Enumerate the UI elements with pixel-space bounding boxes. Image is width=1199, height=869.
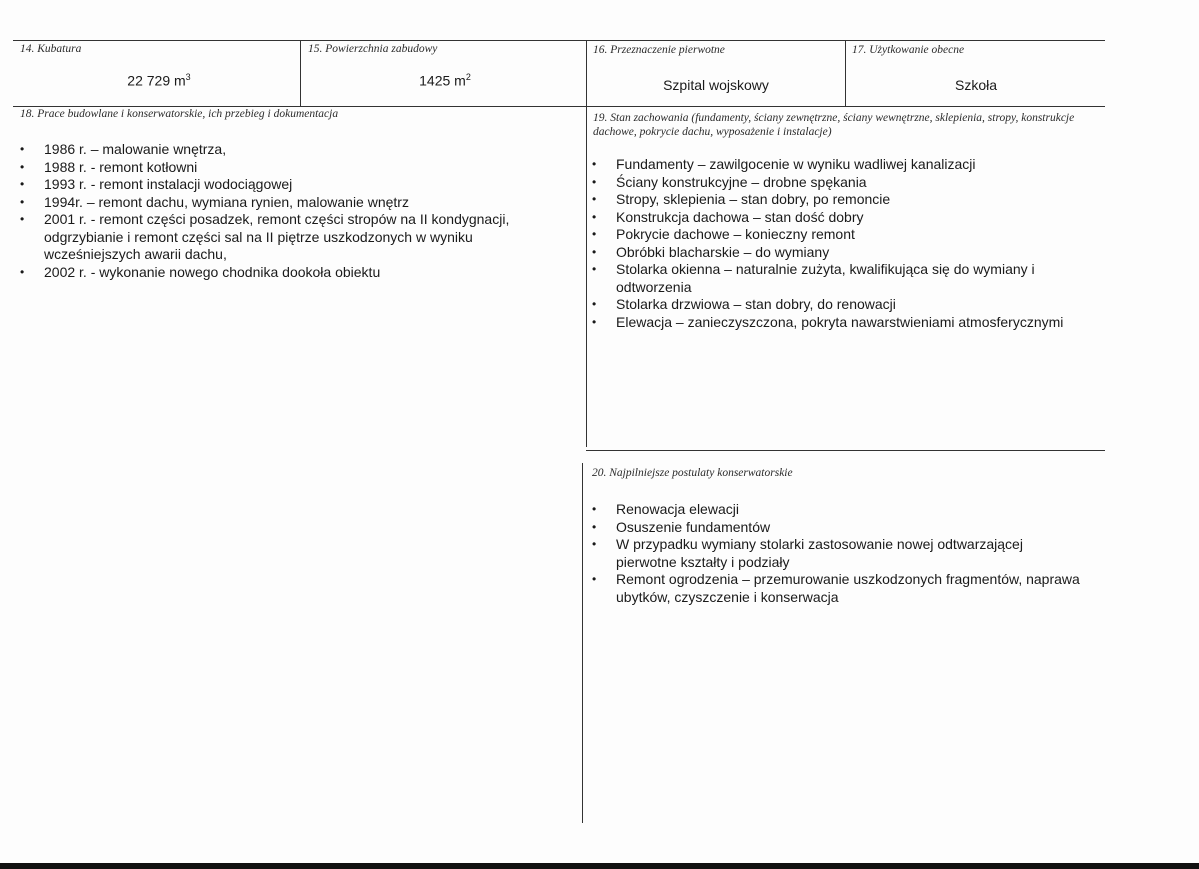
stan-list bbox=[590, 156, 1090, 331]
list-item: • W przypadku wymiany stolarki zastosowanie nowej odtwarzającej pierwotne kształty i podziały bbox=[590, 536, 1056, 571]
list-item: • Stolarka okienna – naturalnie zużyta, kwalifikująca się do wymiany i odtworzenia bbox=[590, 261, 1076, 296]
list-item: • Fundamenty – zawilgocenie w wyniku wadliwej kanalizacji bbox=[590, 156, 1090, 174]
section20-left-border bbox=[582, 463, 583, 823]
list-item: • Obróbki blacharskie – do wymiany bbox=[590, 244, 1090, 262]
list-item: • Konstrukcja dachowa – stan dość dobry bbox=[590, 209, 1090, 227]
stan-label: 19. Stan zachowania (fundamenty, ściany zewnętrzne, ściany wewnętrzne, sklepienia, stropy, konstrukcje dachowe, pokrycie dachu, wyposażenie i instalacje) bbox=[593, 112, 1075, 138]
kubatura-value bbox=[20, 72, 298, 89]
table-top-border bbox=[13, 40, 1105, 41]
kubatura-number: 22 729 m bbox=[127, 72, 186, 89]
list-item: • Osuszenie fundamentów bbox=[590, 519, 1100, 537]
col-divider-1 bbox=[300, 40, 301, 107]
postulaty-list bbox=[590, 501, 1100, 606]
col-divider-2 bbox=[586, 40, 587, 447]
przeznaczenie-label: 16. Przeznaczenie pierwotne bbox=[593, 44, 725, 56]
list-item: • 2001 r. - remont części posadzek, remont części stropów na II kondygnacji, odgrzybianie i remont części sal na II piętrze uszkodzonych w wyniku wcześniejszych awarii dachu, bbox=[18, 211, 558, 264]
list-item: • 1993 r. - remont instalacji wodociągowej bbox=[18, 176, 558, 194]
scan-edge bbox=[0, 863, 1199, 869]
prace-label: 18. Prace budowlane i konserwatorskie, ich przebieg i dokumentacja bbox=[20, 108, 339, 120]
col-divider-3 bbox=[845, 40, 846, 107]
list-item: • 1988 r. - remont kotłowni bbox=[18, 159, 558, 177]
prace-list bbox=[18, 141, 558, 281]
kubatura-unit-exponent: 3 bbox=[185, 72, 191, 82]
section19-bottom-border bbox=[586, 450, 1105, 451]
list-item: • Elewacja – zanieczyszczona, pokryta nawarstwieniami atmosferycznymi bbox=[590, 314, 1090, 332]
row1-bottom-border bbox=[13, 106, 1105, 107]
uzytkowanie-label: 17. Użytkowanie obecne bbox=[852, 44, 965, 56]
powierzchnia-number: 1425 m bbox=[419, 72, 466, 89]
list-item: • Stropy, sklepienia – stan dobry, po remoncie bbox=[590, 191, 1090, 209]
list-item: • Ściany konstrukcyjne – drobne spękania bbox=[590, 174, 1090, 192]
przeznaczenie-value: Szpital wojskowy bbox=[663, 77, 769, 93]
list-item: • 1994r. – remont dachu, wymiana rynien, malowanie wnętrz bbox=[18, 194, 558, 212]
list-item: • Renowacja elewacji bbox=[590, 501, 1100, 519]
powierzchnia-unit-exponent: 2 bbox=[465, 72, 471, 82]
powierzchnia-label: 15. Powierzchnia zabudowy bbox=[308, 43, 438, 55]
postulaty-label: 20. Najpilniejsze postulaty konserwatorskie bbox=[592, 467, 793, 479]
list-item: • Remont ogrodzenia – przemurowanie uszkodzonych fragmentów, naprawa ubytków, czyszczenie i konserwacja bbox=[590, 571, 1100, 606]
list-item: • Stolarka drzwiowa – stan dobry, do renowacji bbox=[590, 296, 1090, 314]
kubatura-label: 14. Kubatura bbox=[20, 43, 82, 55]
powierzchnia-value bbox=[306, 72, 584, 89]
list-item: • 1986 r. – malowanie wnętrza, bbox=[18, 141, 558, 159]
uzytkowanie-value: Szkoła bbox=[954, 77, 998, 93]
list-item: • 2002 r. - wykonanie nowego chodnika dookoła obiektu bbox=[18, 264, 558, 282]
list-item: • Pokrycie dachowe – konieczny remont bbox=[590, 226, 1090, 244]
